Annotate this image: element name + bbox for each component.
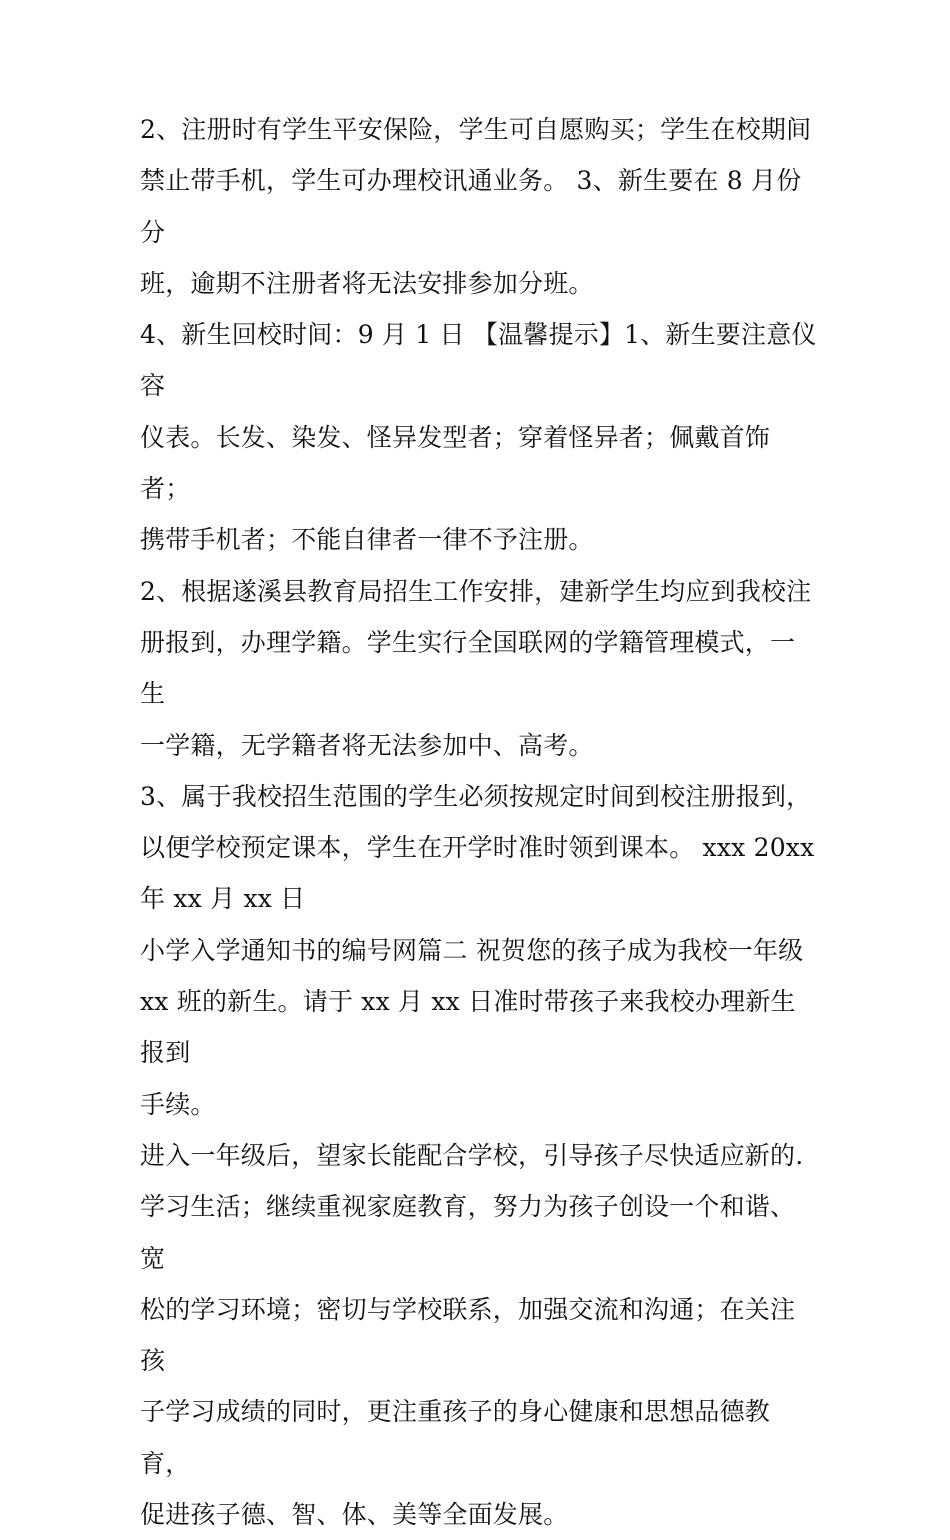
text-line: 学习生活；继续重视家庭教育，努力为孩子创设一个和谐、宽 — [140, 1192, 796, 1273]
text-line: 松的学习环境；密切与学校联系，加强交流和沟通；在关注孩 — [140, 1294, 796, 1376]
text-line: 4、新生回校时间：9 月 1 日 【温馨提示】1、新生要注意仪容 — [140, 320, 817, 401]
text-line: 以便学校预定课本，学生在开学时准时领到课本。 xxx 20xx — [140, 833, 815, 863]
text-line: 携带手机者；不能自律者一律不予注册。 — [140, 525, 594, 555]
text-line: 2、根据遂溪县教育局招生工作安排，建新学生均应到我校注 — [140, 576, 812, 606]
text-line: 子学习成绩的同时，更注重孩子的身心健康和思想品德教育， — [140, 1397, 771, 1478]
text-line: 班，逾期不注册者将无法安排参加分班。 — [140, 268, 594, 298]
text-line: 一学籍，无学籍者将无法参加中、高考。 — [140, 730, 594, 760]
text-line: 2、注册时有学生平安保险，学生可自愿购买；学生在校期间 — [140, 115, 812, 144]
text-line: 仪表。长发、染发、怪异发型者；穿着怪异者；佩戴首饰者； — [140, 422, 771, 504]
text-line: 促进孩子德、智、体、美等全面发展。 — [140, 1500, 569, 1530]
document-body — [140, 104, 820, 1540]
text-line: 册报到，办理学籍。学生实行全国联网的学籍管理模式，一生 — [140, 627, 796, 709]
text-line: 小学入学通知书的编号网篇二 祝贺您的孩子成为我校一年级 — [140, 935, 804, 965]
text-line: 禁止带手机，学生可办理校讯通业务。 3、新生要在 8 月份分 — [140, 166, 802, 247]
text-line: 进入一年级后，望家长能配合学校，引导孩子尽快适应新的. — [140, 1140, 804, 1170]
text-line: 3、属于我校招生范围的学生必须按规定时间到校注册报到， — [140, 781, 812, 811]
text-line: xx 班的新生。请于 xx 月 xx 日准时带孩子来我校办理新生报到 — [140, 987, 796, 1068]
text-line: 年 xx 月 xx 日 — [140, 884, 306, 914]
text-line: 手续。 — [140, 1089, 216, 1119]
